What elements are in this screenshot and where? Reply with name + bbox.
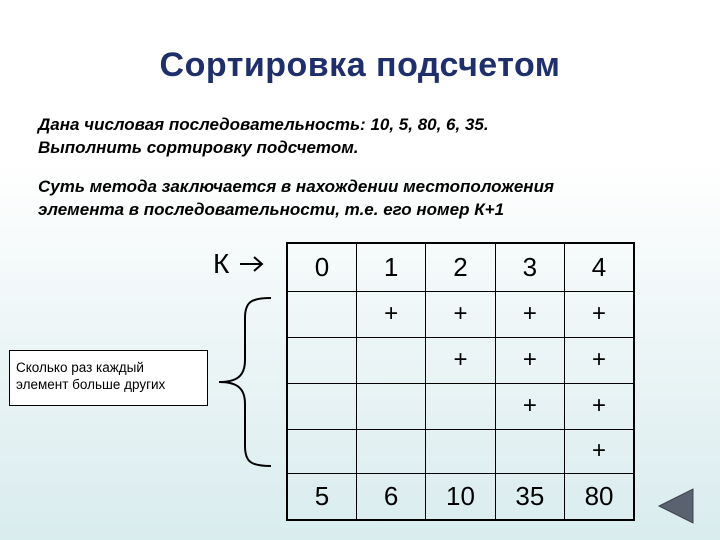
table-header-row: [287, 243, 634, 291]
method-description: [38, 175, 698, 221]
table-cell: +: [565, 337, 634, 383]
table-cell: [287, 429, 356, 473]
counting-table: [286, 242, 635, 521]
note-line-2: элемент больше других: [16, 377, 166, 392]
task-line-2: Выполнить сортировку подсчетом.: [38, 138, 359, 157]
table-cell: [287, 337, 356, 383]
table-cell: [426, 429, 495, 473]
table-row: [287, 291, 634, 337]
table-cell: +: [495, 291, 564, 337]
table-row: [287, 429, 634, 473]
table-cell: [495, 429, 564, 473]
table-cell: 80: [565, 473, 634, 520]
table-cell: [356, 429, 425, 473]
right-arrow-icon: [239, 255, 265, 273]
method-line-2: элемента в последовательности, т.е. его номер К+1: [38, 200, 505, 219]
table-cell: 35: [495, 473, 564, 520]
table-cell: +: [426, 291, 495, 337]
table-cell: +: [565, 291, 634, 337]
task-description: [38, 113, 698, 159]
table-cell: +: [356, 291, 425, 337]
table-cell: 5: [287, 473, 356, 520]
table-cell: 4: [565, 243, 634, 291]
table-cell: 6: [356, 473, 425, 520]
table-cell: 3: [495, 243, 564, 291]
table-cell: 0: [287, 243, 356, 291]
left-brace-icon: [215, 296, 275, 468]
table-cell: +: [495, 337, 564, 383]
table-cell: 1: [356, 243, 425, 291]
table-cell: [287, 291, 356, 337]
method-line-1: Суть метода заключается в нахождении местоположения: [38, 177, 554, 196]
table-row: [287, 383, 634, 429]
table-cell: [287, 383, 356, 429]
back-triangle-icon[interactable]: [657, 488, 695, 524]
table-cell: +: [565, 429, 634, 473]
table-cell: [426, 383, 495, 429]
table-cell: [356, 383, 425, 429]
task-line-1: Дана числовая последовательность: 10, 5, 80, 6, 35.: [38, 115, 489, 134]
table-cell: +: [565, 383, 634, 429]
table-cell: +: [426, 337, 495, 383]
table-cell: 2: [426, 243, 495, 291]
count-note-box: [9, 350, 208, 406]
table-row: [287, 337, 634, 383]
table-cell: [356, 337, 425, 383]
k-label: [213, 248, 265, 280]
table-result-row: [287, 473, 634, 520]
slide-title: Сортировка подсчетом: [159, 46, 561, 84]
k-letter: К: [213, 248, 230, 279]
table-cell: 10: [426, 473, 495, 520]
note-line-1: Сколько раз каждый: [16, 360, 144, 375]
table-cell: +: [495, 383, 564, 429]
